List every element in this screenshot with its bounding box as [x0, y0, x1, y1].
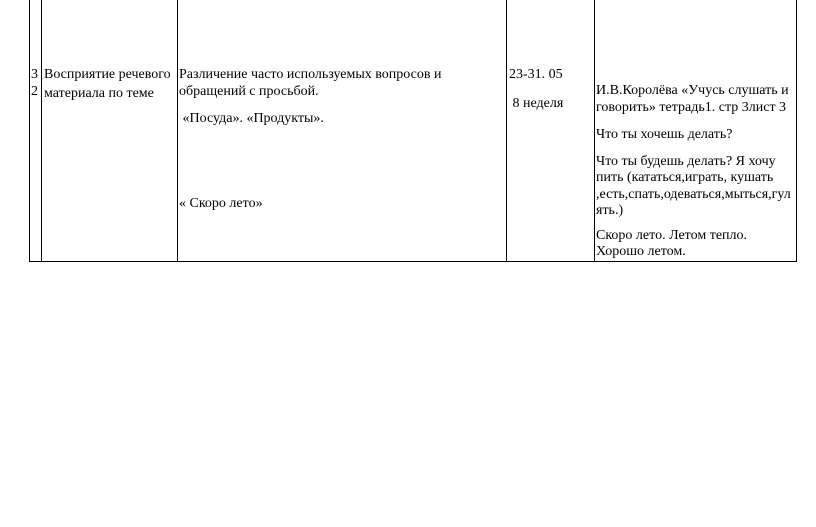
table-border-col1: [41, 0, 42, 262]
notes-line-9: Хорошо летом.: [596, 244, 686, 259]
notes-line-7: ять.): [596, 203, 624, 218]
row-number-digit1: 3: [31, 67, 38, 82]
table-border-bottom: [29, 261, 797, 262]
date-range: 23-31. 05: [509, 67, 563, 82]
notes-line-2: говорить» тетрадь1. стр 3лист 3: [596, 100, 787, 115]
topic-line-1: Восприятие речевого: [44, 67, 171, 82]
row-number-digit2: 2: [31, 84, 38, 99]
table-border-left: [29, 0, 30, 262]
content-line-3: «Посуда». «Продукты».: [179, 111, 324, 126]
table-border-col2: [177, 0, 178, 262]
table-border-col3: [506, 0, 507, 262]
notes-line-3: Что ты хочешь делать?: [596, 127, 733, 142]
table-border-right: [796, 0, 797, 262]
notes-line-4: Что ты будешь делать? Я хочу: [596, 154, 776, 169]
table-border-col4: [594, 0, 595, 262]
notes-line-5: пить (кататься,играть, кушать: [596, 170, 774, 185]
content-line-1: Различение часто используемых вопросов и: [179, 67, 442, 82]
week-number: 8 неделя: [509, 96, 564, 111]
notes-line-6: ,есть,спать,одеваться,мыться,гул: [596, 187, 791, 202]
content-line-4: « Скоро лето»: [179, 196, 263, 211]
topic-line-2: материала по теме: [44, 86, 154, 101]
notes-line-1: И.В.Королёва «Учусь слушать и: [596, 83, 789, 98]
content-line-2: обращений с просьбой.: [179, 84, 319, 99]
notes-line-8: Скоро лето. Летом тепло.: [596, 228, 748, 243]
